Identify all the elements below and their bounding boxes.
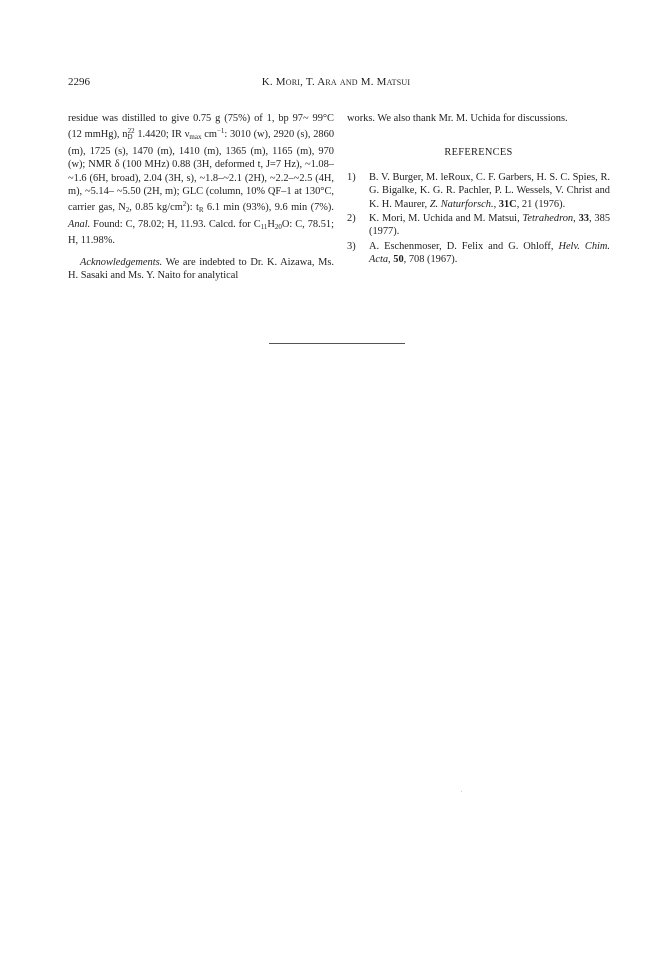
reference-item bbox=[347, 212, 610, 239]
acknowledgements-paragraph bbox=[68, 256, 334, 283]
reference-item bbox=[347, 171, 610, 211]
text-line: (m), 1165 (m), 970 (w); NMR δ (100 MHz) 0.88 (3H, bbox=[68, 145, 334, 171]
end-rule bbox=[269, 343, 405, 344]
text-line: $C_{11}H_{20}O$: C, 78.51; H, 11.98%. bbox=[68, 218, 334, 247]
left-column bbox=[68, 112, 334, 282]
text-line: 2920 (s), 2860 (m), 1725 (s), 1470 (m), 1410 (m), 1365 bbox=[68, 129, 335, 157]
reference-number: 1) bbox=[347, 171, 356, 183]
text-line: carrier gas, $N_2$, 0.85 $kg/cm^2$): $t_R$ 6.1 min (93%), 9.6 min bbox=[68, 200, 308, 215]
text-line: ~5.50 (2H, m); GLC (column, 10% QF–1 at 130°C, bbox=[116, 186, 334, 198]
scan-speck bbox=[461, 791, 462, 792]
references-heading: REFERENCES bbox=[444, 147, 513, 159]
running-head-authors: K. Mori, T. Ara and M. Matsui bbox=[261, 76, 411, 88]
reference-number: 3) bbox=[347, 240, 356, 252]
reference-text: K. Mori, M. Uchida and M. Matsui, Tetrahedron, 33, 385 (1977). bbox=[369, 213, 611, 238]
right-column bbox=[347, 112, 610, 267]
text-line: 99°C (12 mmHg), $n_D^{22}$ 1.4420; IR $\nu_{max}$ $cm^{-1}$: 3010 (w), bbox=[68, 113, 334, 142]
text-line: (7%). Anal. Found: C, 78.02; H, 11.93. Calcd. for bbox=[68, 202, 334, 230]
reference-text: B. V. Burger, M. leRoux, C. F. Garbers, H. S. C. Spies, R. G. Bigalke, K. G. R. Pachler, P. L. Wessels, V. Christ and K. H. Maurer, Z. Naturforsch., 31C, 21 (1976). bbox=[369, 171, 610, 210]
text-line: residue was distilled to give 0.75 g (75%) of 1, bp 97~ bbox=[68, 113, 309, 124]
acknowledgements-label: Acknowledgements. bbox=[80, 256, 163, 268]
page-number: 2296 bbox=[68, 76, 90, 88]
text-line: deformed t, J=7 Hz), ~1.08–~1.6 (6H, broad), 2.04 bbox=[68, 159, 334, 184]
experimental-paragraph bbox=[68, 112, 334, 248]
reference-text: A. Eschenmoser, D. Felix and G. Ohloff, Helv. Chim. Acta, 50, 708 (1967). bbox=[369, 240, 611, 266]
text-line: (3H, s), ~1.8–~2.1 (2H), ~2.2–~2.5 (4H, m), ~5.14– bbox=[68, 172, 334, 198]
reference-item bbox=[347, 240, 610, 267]
reference-number: 2) bbox=[347, 213, 356, 225]
acknowledgements-text: We are indebted to Dr. K. Aizawa, Ms. H. Sasaki and Ms. Y. Naito for analytical bbox=[68, 256, 334, 282]
acknowledgements-continuation: works. We also thank Mr. M. Uchida for discussions. bbox=[347, 113, 568, 124]
